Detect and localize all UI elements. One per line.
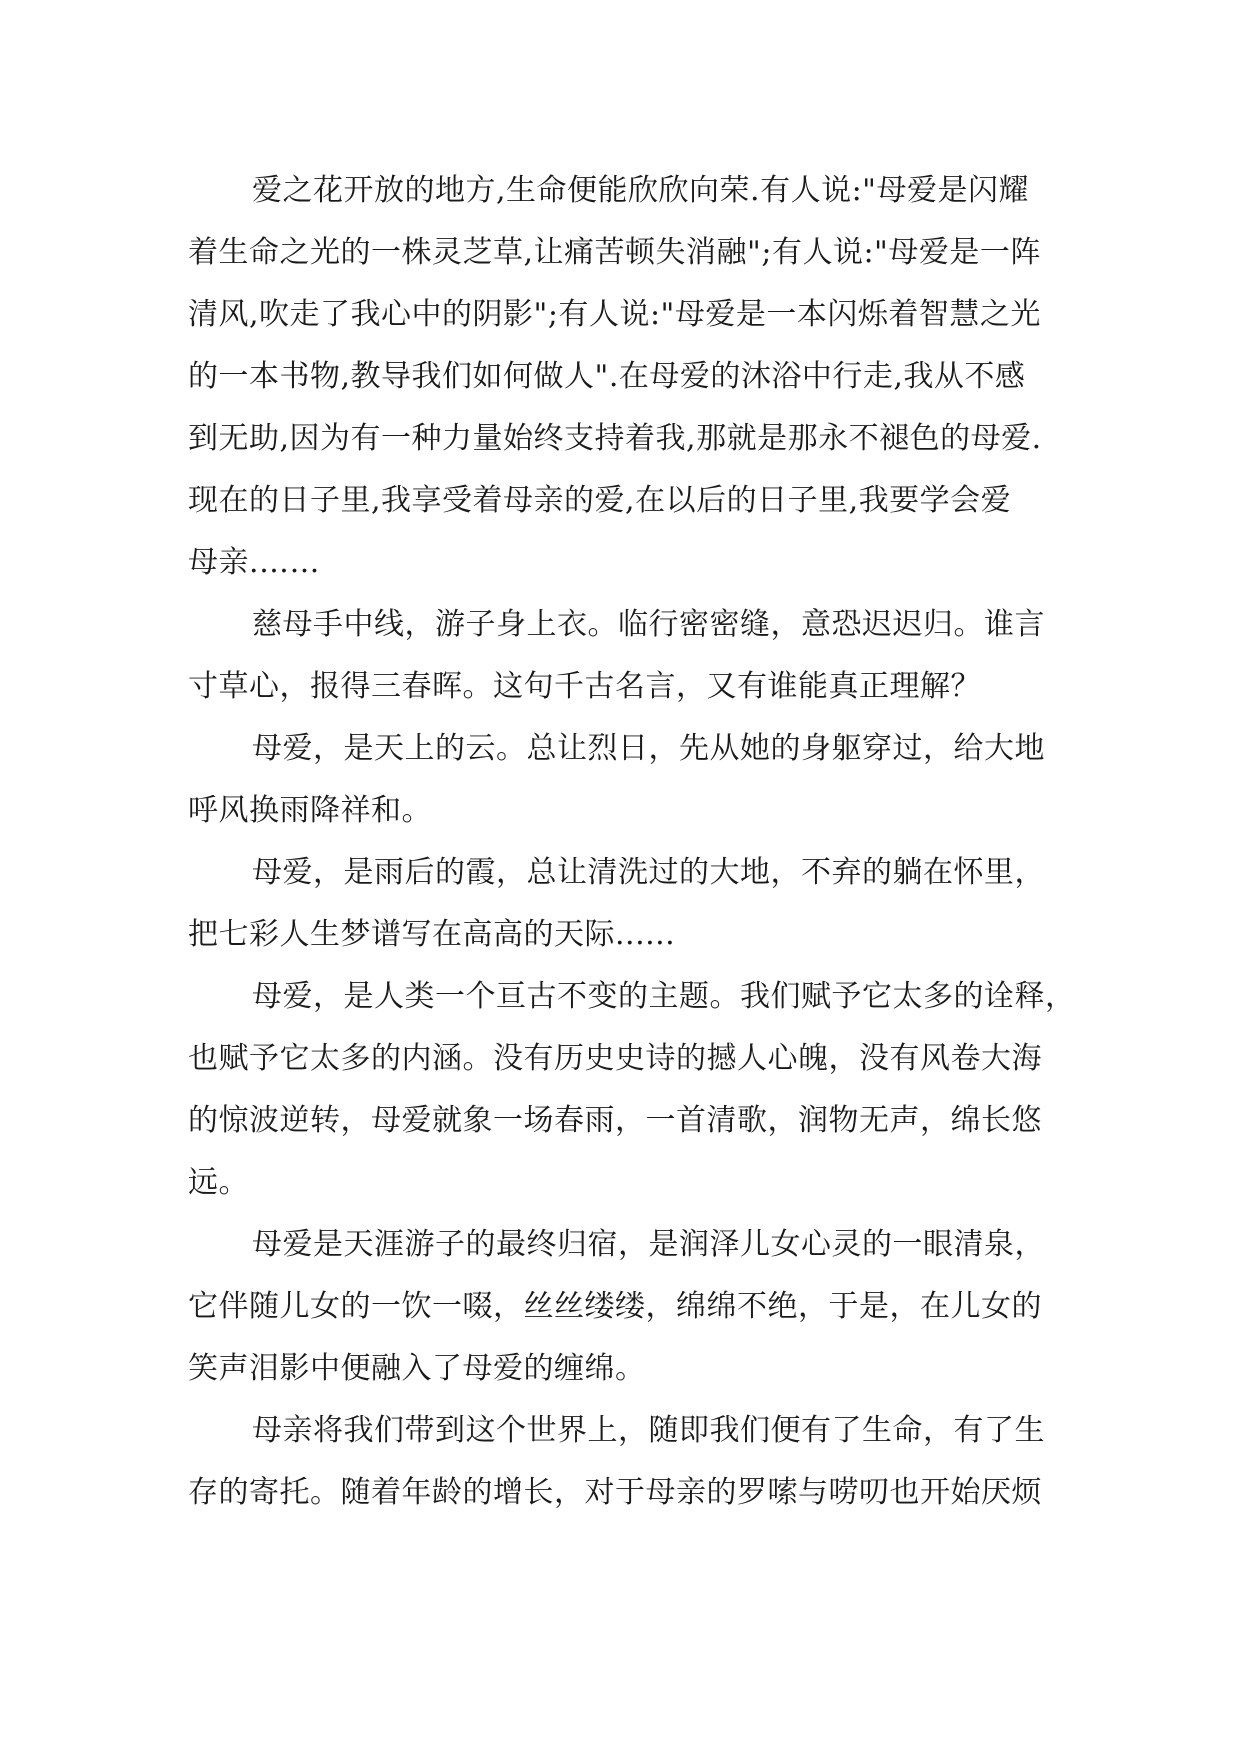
- text-line: 把七彩人生梦谱写在高高的天际......: [188, 917, 676, 952]
- text-line: 的一本书物,教导我们如何做人".在母爱的沐浴中行走,我从不感: [188, 359, 1026, 394]
- text-line: 寸草心，报得三春晖。这句千古名言，又有谁能真正理解？: [188, 669, 981, 704]
- text-line: 母爱是天涯游子的最终归宿，是润泽儿女心灵的一眼清泉，: [252, 1227, 1045, 1262]
- paragraph: [188, 594, 1064, 718]
- text-line: 呼风换雨降祥和。: [188, 793, 432, 828]
- paragraph: [188, 718, 1064, 842]
- paragraph: [188, 842, 1064, 966]
- text-line: 母亲.……: [188, 545, 321, 580]
- text-line: 到无助,因为有一种力量始终支持着我,那就是那永不褪色的母爱.: [188, 421, 1042, 456]
- text-line: 母爱，是雨后的霞，总让清洗过的大地，不弃的躺在怀里，: [252, 855, 1045, 890]
- paragraph: [188, 1214, 1064, 1400]
- text-line: 母爱，是天上的云。总让烈日，先从她的身躯穿过，给大地: [252, 731, 1045, 766]
- text-line: 爱之花开放的地方,生命便能欣欣向荣.有人说:"母爱是闪耀: [252, 173, 1029, 208]
- text-line: 母爱，是人类一个亘古不变的主题。我们赋予它太多的诠释，: [252, 979, 1076, 1014]
- text-line: 着生命之光的一株灵芝草,让痛苦顿失消融";有人说:"母爱是一阵: [188, 235, 1041, 270]
- text-line: 远。: [188, 1165, 249, 1200]
- text-line: 笑声泪影中便融入了母爱的缠绵。: [188, 1351, 646, 1386]
- paragraph: [188, 1400, 1064, 1524]
- text-line: 现在的日子里,我享受着母亲的爱,在以后的日子里,我要学会爱: [188, 483, 1012, 518]
- text-line: 慈母手中线，游子身上衣。临行密密缝，意恐迟迟归。谁言: [252, 607, 1045, 642]
- text-line: 的惊波逆转，母爱就象一场春雨，一首清歌，润物无声，绵长悠: [188, 1103, 1042, 1138]
- text-line: 存的寄托。随着年龄的增长，对于母亲的罗嗦与唠叨也开始厌烦: [188, 1475, 1042, 1510]
- text-line: 也赋予它太多的内涵。没有历史史诗的撼人心魄，没有风卷大海: [188, 1041, 1042, 1076]
- text-line: 清风,吹走了我心中的阴影";有人说:"母爱是一本闪烁着智慧之光: [188, 297, 1041, 332]
- paragraph: [188, 160, 1064, 594]
- text-line: 它伴随儿女的一饮一啜，丝丝缕缕，绵绵不绝，于是，在儿女的: [188, 1289, 1042, 1324]
- text-line: 母亲将我们带到这个世界上，随即我们便有了生命，有了生: [252, 1413, 1045, 1448]
- document-body: [188, 160, 1076, 1524]
- paragraph: [188, 966, 1076, 1214]
